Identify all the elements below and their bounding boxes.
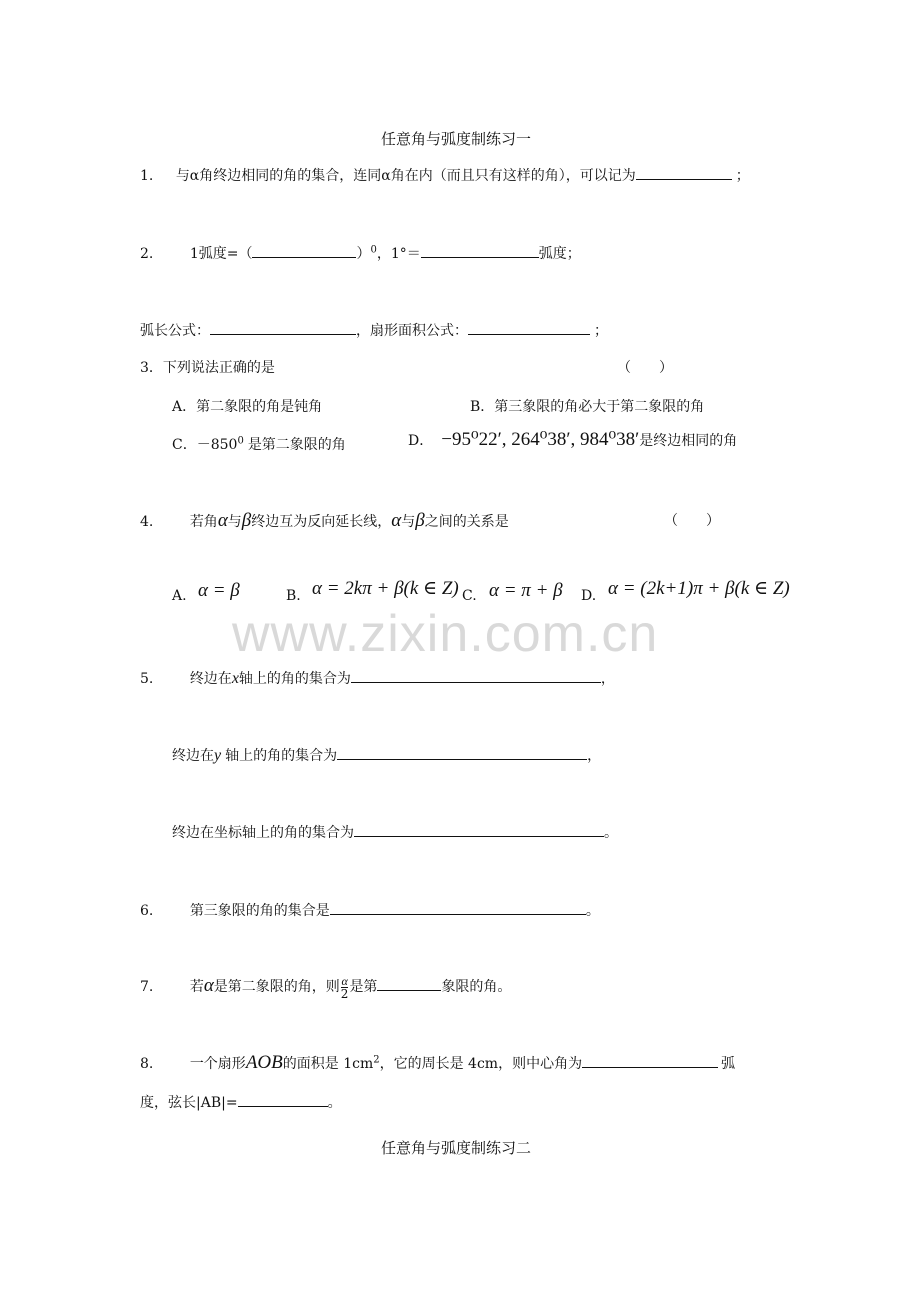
q3-answer-paren[interactable]: （ ） bbox=[617, 360, 673, 376]
question-6 bbox=[140, 898, 600, 920]
q3-option-d-math: −95⁰22′, 264⁰38′, 984⁰38′ bbox=[441, 429, 640, 450]
q4-text-b: 与 bbox=[227, 514, 242, 530]
question-1 bbox=[140, 163, 750, 185]
q5-line3-text: 终边在坐标轴上的角的集合为 bbox=[172, 825, 354, 841]
q4-text-e: 之间的关系是 bbox=[424, 514, 509, 530]
q5-line1-end: ， bbox=[600, 671, 615, 687]
q1-text: 与α角终边相同的角的集合，连同α角在内（而且只有这样的角），可以记为 bbox=[175, 168, 636, 184]
q1-blank[interactable] bbox=[636, 163, 732, 180]
q3-option-c bbox=[172, 434, 346, 454]
q8-text-c: ，它的周长是 4cm，则中心角为 bbox=[379, 1056, 583, 1072]
q3-option-a: A．第二象限的角是钝角 bbox=[172, 399, 323, 415]
q6-blank[interactable] bbox=[330, 898, 586, 915]
q4-text-c: 终边互为反向延长线， bbox=[251, 514, 392, 530]
q2-degree-blank[interactable] bbox=[252, 241, 356, 258]
q5-number: 5. bbox=[140, 671, 154, 687]
watermark: www.zixin.com.cn bbox=[232, 605, 659, 663]
question-8-line-2 bbox=[140, 1090, 342, 1112]
sector-aob-label: AOB bbox=[245, 1052, 283, 1073]
section-title-2: 任意角与弧度制练习二 bbox=[381, 1139, 532, 1157]
q1-number: 1. bbox=[140, 168, 154, 184]
q8-text-e: 度，弦长|AB|= bbox=[140, 1095, 238, 1111]
sector-area-blank[interactable] bbox=[468, 318, 590, 335]
alpha-symbol: α bbox=[217, 510, 228, 531]
q5-line1-b: 轴上的角的集合为 bbox=[238, 671, 351, 687]
q5-axes-blank[interactable] bbox=[354, 820, 604, 837]
question-8 bbox=[140, 1051, 735, 1074]
q2b-end: ； bbox=[594, 323, 608, 339]
q6-text: 第三象限的角的集合是 bbox=[189, 903, 330, 919]
question-7 bbox=[140, 974, 511, 1000]
q4-option-b-math: α = 2kπ + β(k ∈ Z) bbox=[312, 578, 459, 599]
q4-option-d-math: α = (2k+1)π + β(k ∈ Z) bbox=[608, 578, 790, 599]
alpha-over-2-fraction bbox=[341, 975, 349, 1000]
question-5-line-2 bbox=[172, 743, 601, 765]
q5-x-axis-blank[interactable] bbox=[351, 666, 601, 683]
q3-option-c-pre: C．－850 bbox=[172, 437, 238, 453]
q3-option-d-post: 是终边相同的角 bbox=[639, 433, 738, 449]
q7-text-d: 象限的角。 bbox=[441, 979, 512, 995]
q8-text-f: 。 bbox=[327, 1095, 342, 1111]
beta-symbol: β bbox=[415, 510, 425, 531]
alpha-symbol: α bbox=[391, 510, 402, 531]
page-title: 任意角与弧度制练习一 bbox=[381, 130, 532, 148]
q7-text-a: 若 bbox=[189, 979, 204, 995]
q2-number: 2. bbox=[140, 246, 154, 262]
q7-number: 7. bbox=[140, 979, 154, 995]
q1-end: ； bbox=[735, 168, 750, 184]
arc-length-blank[interactable] bbox=[210, 318, 356, 335]
q2-part-b: ） bbox=[356, 246, 371, 262]
q4-option-a-math: α = β bbox=[198, 580, 240, 601]
q5-line1-a: 终边在 bbox=[189, 671, 232, 687]
q4-option-c-math: α = π + β bbox=[489, 580, 563, 601]
q5-line2-end: ， bbox=[587, 748, 602, 764]
beta-symbol: β bbox=[241, 510, 252, 531]
arc-length-label: 弧长公式： bbox=[140, 323, 210, 339]
question-5-line-3 bbox=[172, 820, 618, 842]
fraction-numerator: α bbox=[341, 973, 348, 988]
q2-radian-blank[interactable] bbox=[421, 241, 539, 258]
q7-blank[interactable] bbox=[377, 974, 441, 991]
sector-area-label: ，扇形面积公式： bbox=[356, 323, 468, 339]
q4-option-b: B. bbox=[286, 588, 301, 604]
q2-part-d: 弧度； bbox=[538, 246, 581, 262]
y-symbol: y bbox=[214, 747, 222, 764]
q3-option-b: B．第三象限的角必大于第二象限的角 bbox=[470, 399, 705, 415]
q3-option-c-sup: 0 bbox=[237, 435, 244, 447]
q3-option-d bbox=[408, 428, 737, 451]
q7-text-b: 是第二象限的角，则 bbox=[213, 979, 340, 995]
q4-text-d: 与 bbox=[401, 514, 416, 530]
q4-answer-paren[interactable]: （ ） bbox=[664, 513, 720, 529]
q8-chord-blank[interactable] bbox=[238, 1090, 328, 1107]
q4-option-d: D. bbox=[581, 588, 597, 604]
q2-part-a: 1弧度=（ bbox=[189, 246, 253, 262]
q8-number: 8. bbox=[140, 1056, 154, 1072]
q6-end: 。 bbox=[585, 903, 600, 919]
q2-part-c: ，1°＝ bbox=[376, 246, 421, 262]
q8-angle-blank[interactable] bbox=[582, 1051, 718, 1068]
fraction-denominator: 2 bbox=[340, 986, 349, 1001]
q4-option-c: C. bbox=[462, 588, 477, 604]
question-2-formulas bbox=[140, 318, 608, 340]
q5-line2-a: 终边在 bbox=[172, 748, 214, 764]
question-4 bbox=[140, 510, 509, 532]
q8-text-a: 一个扇形 bbox=[189, 1056, 246, 1072]
question-2 bbox=[140, 241, 581, 263]
q8-text-b: 的面积是 1cm bbox=[282, 1056, 374, 1072]
q5-line3-end: 。 bbox=[604, 825, 618, 841]
q3-option-c-post: 是第二象限的角 bbox=[247, 437, 346, 453]
q2-degree-sup: 0 bbox=[370, 244, 377, 256]
q8-text-d: 弧 bbox=[721, 1056, 736, 1072]
q4-number: 4. bbox=[140, 514, 154, 530]
q8-sup: 2 bbox=[373, 1054, 380, 1066]
q6-number: 6. bbox=[140, 903, 154, 919]
q5-line2-b: 轴上的角的集合为 bbox=[225, 748, 338, 764]
question-5 bbox=[140, 666, 615, 688]
q3-stem: 3．下列说法正确的是 bbox=[140, 360, 275, 376]
q5-y-axis-blank[interactable] bbox=[337, 743, 587, 760]
q7-text-c: 是第 bbox=[349, 979, 378, 995]
q4-text-a: 若角 bbox=[189, 514, 218, 530]
alpha-symbol: α bbox=[203, 975, 214, 996]
q4-option-a: A. bbox=[172, 588, 187, 604]
q3-option-d-pre: D． bbox=[408, 433, 434, 449]
x-symbol: x bbox=[231, 670, 239, 687]
